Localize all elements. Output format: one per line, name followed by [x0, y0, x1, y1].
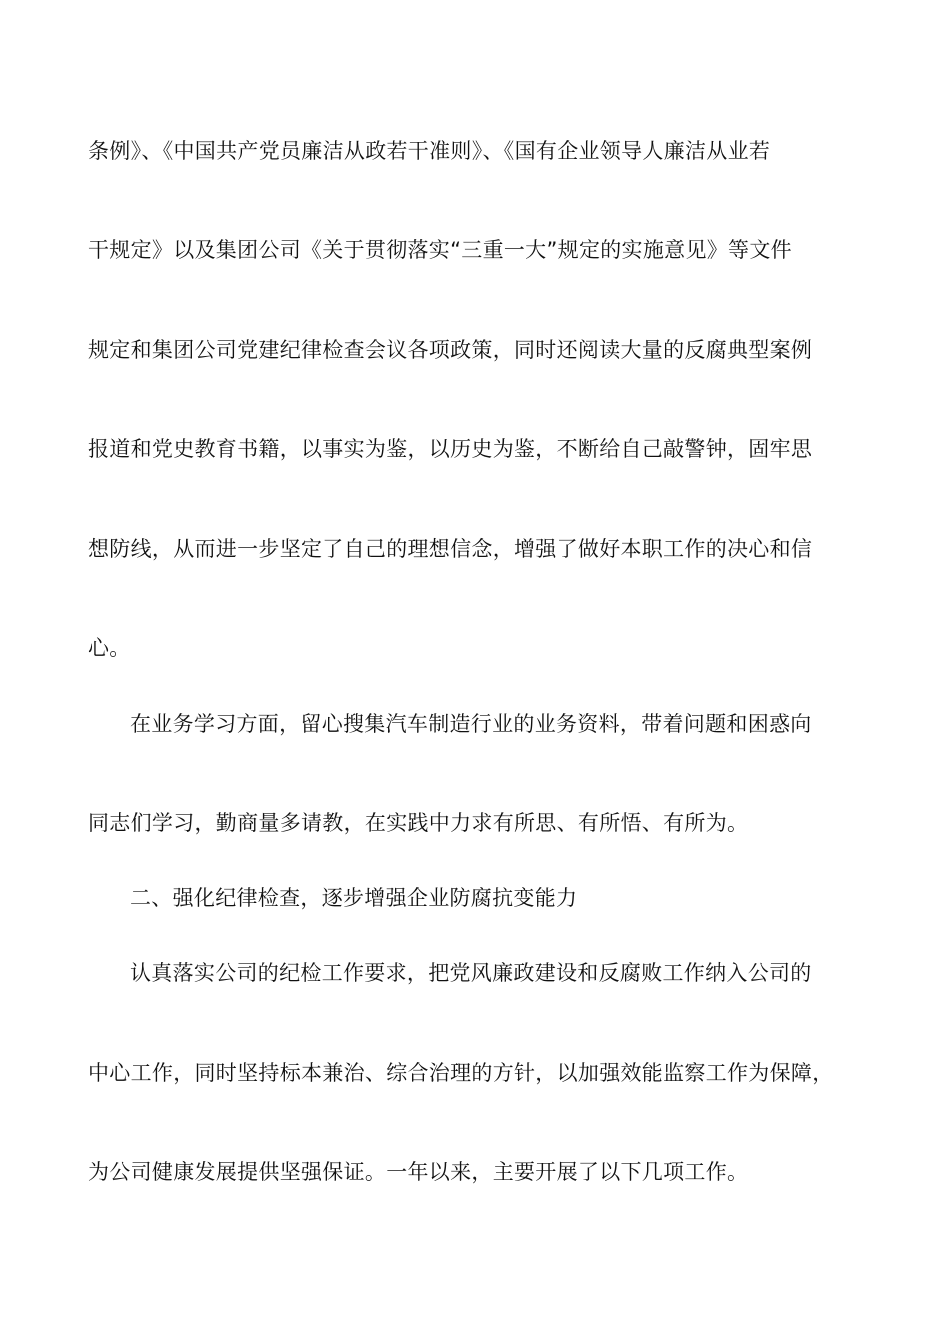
text-line: 心。: [88, 636, 131, 660]
paragraph-first-line: 认真落实公司的纪检工作要求，把党风廉政建设和反腐败工作纳入公司的: [130, 961, 812, 985]
text-line: 条例》、《中国共产党员廉洁从政若干准则》、《国有企业领导人廉洁从业若: [88, 139, 771, 163]
text-line: 报道和党史教育书籍，以事实为鉴，以历史为鉴，不断给自己敲警钟，固牢思: [88, 437, 813, 461]
paragraph-first-line: 在业务学习方面，留心搜集汽车制造行业的业务资料，带着问题和困惑向: [130, 712, 812, 736]
text-line: 规定和集团公司党建纪律检查会议各项政策，同时还阅读大量的反腐典型案例: [88, 338, 813, 362]
text-line: 同志们学习，勤商量多请教，在实践中力求有所思、有所悟、有所为。: [88, 811, 749, 835]
text-line: 想防线，从而进一步坚定了自己的理想信念，增强了做好本职工作的决心和信: [88, 537, 813, 561]
text-line: 中心工作，同时坚持标本兼治、综合治理的方针，以加强效能监察工作为保障，: [88, 1061, 834, 1085]
section-heading: 二、强化纪律检查，逐步增强企业防腐抗变能力: [130, 886, 578, 910]
text-line: 为公司健康发展提供坚强保证。一年以来，主要开展了以下几项工作。: [88, 1160, 749, 1184]
text-line: 干规定》以及集团公司《关于贯彻落实“三重一大”规定的实施意见》等文件: [88, 238, 792, 262]
